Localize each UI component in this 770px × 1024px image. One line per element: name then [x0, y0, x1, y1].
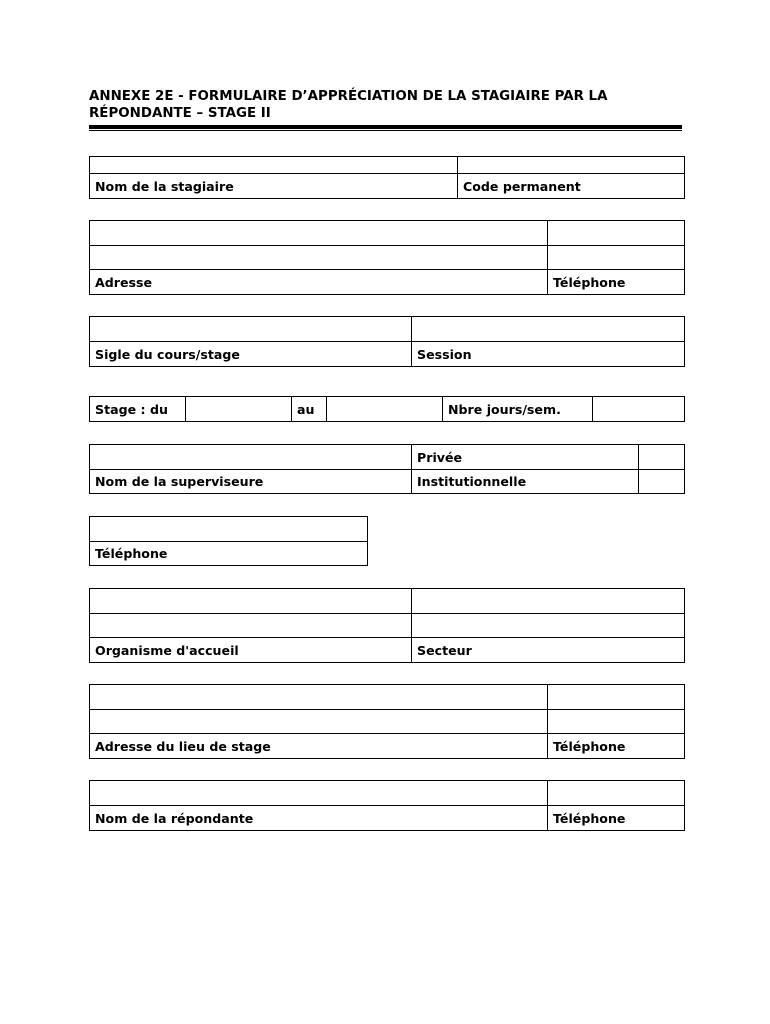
title-line-1: ANNEXE 2E - FORMULAIRE D’APPRÉCIATION DE LA STAGIAIRE PAR LA: [89, 89, 608, 104]
supervisor-table: [89, 444, 685, 494]
organisation-input-line-1[interactable]: [90, 589, 412, 614]
supervisor-phone-label: Téléphone: [90, 542, 368, 566]
organisation-input-line-2[interactable]: [90, 614, 412, 638]
site-table: [89, 684, 685, 759]
site-phone-input-line-2[interactable]: [548, 710, 685, 734]
stage-from-input[interactable]: [186, 397, 292, 422]
sector-input-line-1[interactable]: [412, 589, 685, 614]
address-table: [89, 220, 685, 295]
respondent-phone-input[interactable]: [548, 781, 685, 806]
title-rule-thick: [89, 125, 682, 129]
course-code-input[interactable]: [90, 317, 412, 342]
student-code-label: Code permanent: [458, 174, 685, 199]
address-input-line-2[interactable]: [90, 246, 548, 270]
sector-input-line-2[interactable]: [412, 614, 685, 638]
student-table: [89, 156, 685, 199]
site-phone-input-line-1[interactable]: [548, 685, 685, 710]
address-input-line-1[interactable]: [90, 221, 548, 246]
student-code-input[interactable]: [458, 157, 685, 174]
supervisor-phone-input[interactable]: [90, 517, 368, 542]
course-code-label: Sigle du cours/stage: [90, 342, 412, 367]
dates-table: [89, 396, 685, 422]
days-per-week-label: Nbre jours/sem.: [443, 397, 593, 422]
site-address-input-line-1[interactable]: [90, 685, 548, 710]
site-phone-label: Téléphone: [548, 734, 685, 759]
student-name-label: Nom de la stagiaire: [90, 174, 458, 199]
stage-from-label: Stage : du: [90, 397, 186, 422]
respondent-name-input[interactable]: [90, 781, 548, 806]
private-checkbox[interactable]: [639, 445, 685, 470]
address-label: Adresse: [90, 270, 548, 295]
days-per-week-input[interactable]: [593, 397, 685, 422]
stage-to-input[interactable]: [327, 397, 443, 422]
supervisor-phone-table: [89, 516, 368, 566]
organisation-label: Organisme d'accueil: [90, 638, 412, 663]
title-line-2: RÉPONDANTE – STAGE II: [89, 106, 271, 121]
institutional-label: Institutionnelle: [412, 470, 639, 494]
address-phone-label: Téléphone: [548, 270, 685, 295]
sector-label: Secteur: [412, 638, 685, 663]
supervisor-name-label: Nom de la superviseure: [90, 470, 412, 494]
site-address-label: Adresse du lieu de stage: [90, 734, 548, 759]
phone-input-line-2[interactable]: [548, 246, 685, 270]
page-title: [89, 88, 689, 122]
title-rule-thin: [89, 130, 682, 131]
student-name-input[interactable]: [90, 157, 458, 174]
session-input[interactable]: [412, 317, 685, 342]
supervisor-name-input[interactable]: [90, 445, 412, 470]
private-label: Privée: [412, 445, 639, 470]
phone-input-line-1[interactable]: [548, 221, 685, 246]
site-address-input-line-2[interactable]: [90, 710, 548, 734]
course-table: [89, 316, 685, 367]
stage-to-label: au: [292, 397, 327, 422]
respondent-phone-label: Téléphone: [548, 806, 685, 831]
session-label: Session: [412, 342, 685, 367]
institutional-checkbox[interactable]: [639, 470, 685, 494]
organisation-table: [89, 588, 685, 663]
respondent-table: [89, 780, 685, 831]
respondent-name-label: Nom de la répondante: [90, 806, 548, 831]
